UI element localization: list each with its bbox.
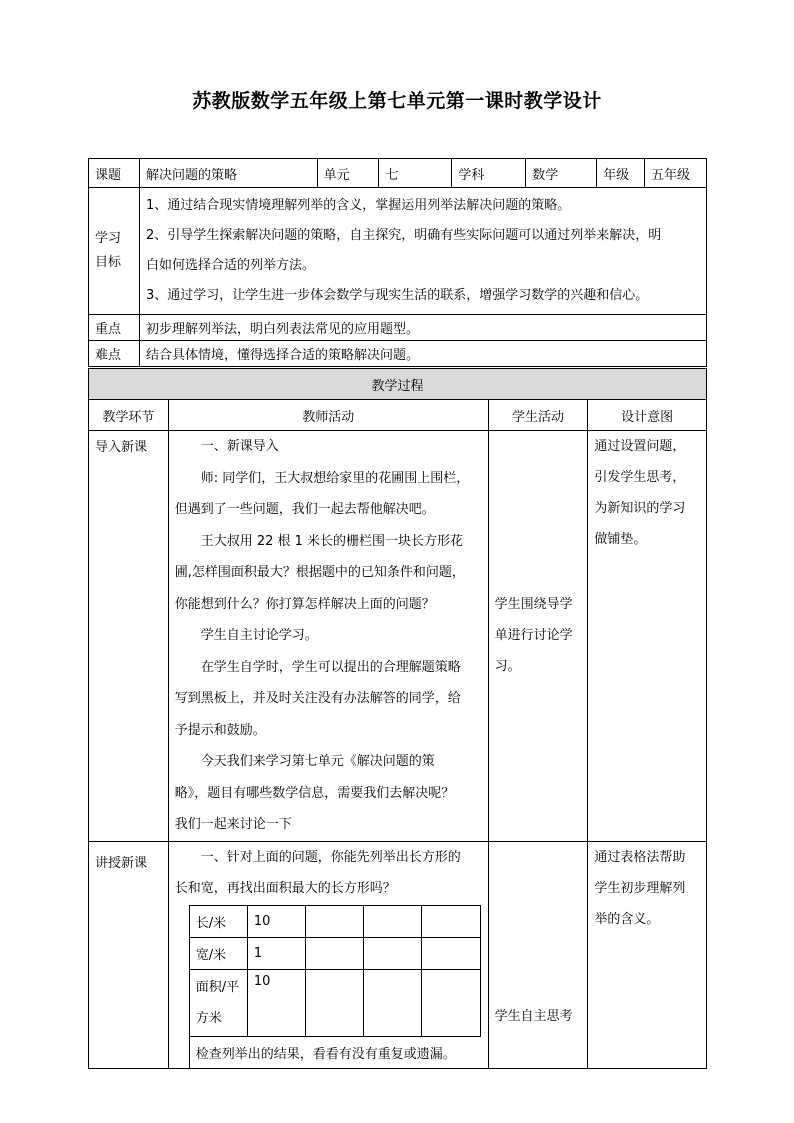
intent-line: 为新知识的学习 xyxy=(594,501,686,516)
teacher-line: 在学生自学时，学生可以提出的合理解题策略 xyxy=(200,659,461,675)
header-stage: 教学环节 xyxy=(89,400,169,431)
teacher-line: 王大叔用 22 根 1 米长的栅栏围一块长方形花 xyxy=(200,533,464,549)
intent-line: 学生初步理解列 xyxy=(594,880,686,896)
new-lesson-student-activity: 学生自主思考 xyxy=(488,841,588,1068)
student-line: 学生围绕导学 xyxy=(494,597,573,613)
intro-design-intent xyxy=(588,431,707,842)
teaching-process-table xyxy=(88,368,707,1069)
process-section-title: 教学过程 xyxy=(89,369,707,400)
objective-line: 2、引导学生探索解决问题的策略，自主探究，明确有些实际问题可以通过列举来解决，明 xyxy=(145,228,662,243)
topic-label: 课题 xyxy=(89,159,140,188)
new-lesson-design-intent xyxy=(588,841,707,1068)
area-label-line-2: 方米 xyxy=(195,1010,222,1026)
difficulty-value: 结合具体情境，懂得选择合适的策略解决问题。 xyxy=(139,341,706,367)
objectives-label-line-2: 目标 xyxy=(95,255,122,270)
grade-label: 年级 xyxy=(597,159,645,188)
student-line: 单进行讨论学 xyxy=(494,628,573,644)
width-value: 1 xyxy=(247,937,305,969)
teacher-line: 予提示和鼓励。 xyxy=(174,722,266,738)
grade-value: 五年级 xyxy=(645,159,707,188)
intent-line: 做铺垫。 xyxy=(594,532,647,547)
enumeration-table xyxy=(189,905,481,1068)
objectives-label-line-1: 学习 xyxy=(95,231,122,246)
objectives-content xyxy=(139,188,706,315)
key-point-label: 重点 xyxy=(89,315,140,341)
empty-cell xyxy=(306,937,364,969)
area-label xyxy=(189,969,247,1036)
area-label-line-1: 面积/平 xyxy=(195,979,240,995)
intro-student-activity xyxy=(488,431,588,842)
intent-line: 引发学生思考， xyxy=(594,470,686,485)
empty-cell xyxy=(364,905,422,937)
empty-cell xyxy=(422,905,480,937)
width-label: 宽/米 xyxy=(189,937,247,969)
area-value: 10 xyxy=(247,969,305,1036)
empty-cell xyxy=(306,905,364,937)
empty-cell xyxy=(422,937,480,969)
teacher-line: 你能想到什么？你打算怎样解决上面的问题？ xyxy=(174,596,435,612)
unit-label: 单元 xyxy=(317,159,379,188)
objectives-label xyxy=(89,188,140,315)
intent-line: 举的含义。 xyxy=(594,911,660,927)
teacher-line: 我们一起来讨论一下 xyxy=(174,817,292,832)
teacher-line: 今天我们来学习第七单元《解决问题的策 xyxy=(200,754,435,769)
teacher-line: 学生自主讨论学习。 xyxy=(200,628,318,643)
teacher-line: 一、新课导入 xyxy=(200,439,279,454)
length-value: 10 xyxy=(247,905,305,937)
teacher-line: 一、针对上面的问题，你能先列举出长方形的 xyxy=(200,849,461,865)
length-label: 长/米 xyxy=(189,905,247,937)
header-intent: 设计意图 xyxy=(588,400,707,431)
objective-line: 1、通过结合现实情境理解列举的含义，掌握运用列举法解决问题的策略。 xyxy=(145,198,571,213)
empty-cell xyxy=(306,969,364,1036)
teacher-line: 长和宽，再找出面积最大的长方形吗？ xyxy=(174,881,396,896)
new-lesson-teacher-activity xyxy=(168,841,488,1068)
student-line: 习。 xyxy=(494,659,521,675)
intent-line: 通过表格法帮助 xyxy=(594,849,686,865)
teacher-line: 略》，题目有哪些数学信息，需要我们去解决呢？ xyxy=(174,785,455,801)
subject-label: 学科 xyxy=(452,159,526,188)
intro-teacher-activity xyxy=(168,431,488,842)
subject-value: 数学 xyxy=(526,159,597,188)
topic-value: 解决问题的策略 xyxy=(139,159,317,188)
document-title: 苏教版数学五年级上第七单元第一课时教学设计 xyxy=(192,90,602,112)
objective-line: 3、通过学习，让学生进一步体会数学与现实生活的联系，增强学习数学的兴趣和信心。 xyxy=(145,288,649,303)
empty-cell xyxy=(422,969,480,1036)
header-teacher: 教师活动 xyxy=(168,400,488,431)
teacher-line: 写到黑板上，并及时关注没有办法解答的同学，给 xyxy=(174,691,461,706)
new-lesson-stage: 讲授新课 xyxy=(89,841,169,1068)
check-note: 检查列举出的结果，看看有没有重复或遗漏。 xyxy=(189,1036,480,1068)
unit-value: 七 xyxy=(379,159,452,188)
empty-cell xyxy=(364,937,422,969)
difficulty-label: 难点 xyxy=(89,341,140,367)
objective-line: 白如何选择合适的列举方法。 xyxy=(145,258,315,273)
intent-line: 通过设置问题， xyxy=(594,439,686,454)
teacher-line: 但遇到了一些问题，我们一起去帮他解决吧。 xyxy=(174,502,435,517)
lesson-info-table xyxy=(88,158,707,367)
intro-stage: 导入新课 xyxy=(89,431,169,842)
key-point-value: 初步理解列举法，明白列表法常见的应用题型。 xyxy=(139,315,706,341)
header-student: 学生活动 xyxy=(488,400,588,431)
teacher-line: 圃,怎样围面积最大？根据题中的已知条件和问题， xyxy=(174,565,465,580)
teacher-line: 师: 同学们，王大叔想给家里的花圃围上围栏， xyxy=(200,470,470,486)
empty-cell xyxy=(364,969,422,1036)
